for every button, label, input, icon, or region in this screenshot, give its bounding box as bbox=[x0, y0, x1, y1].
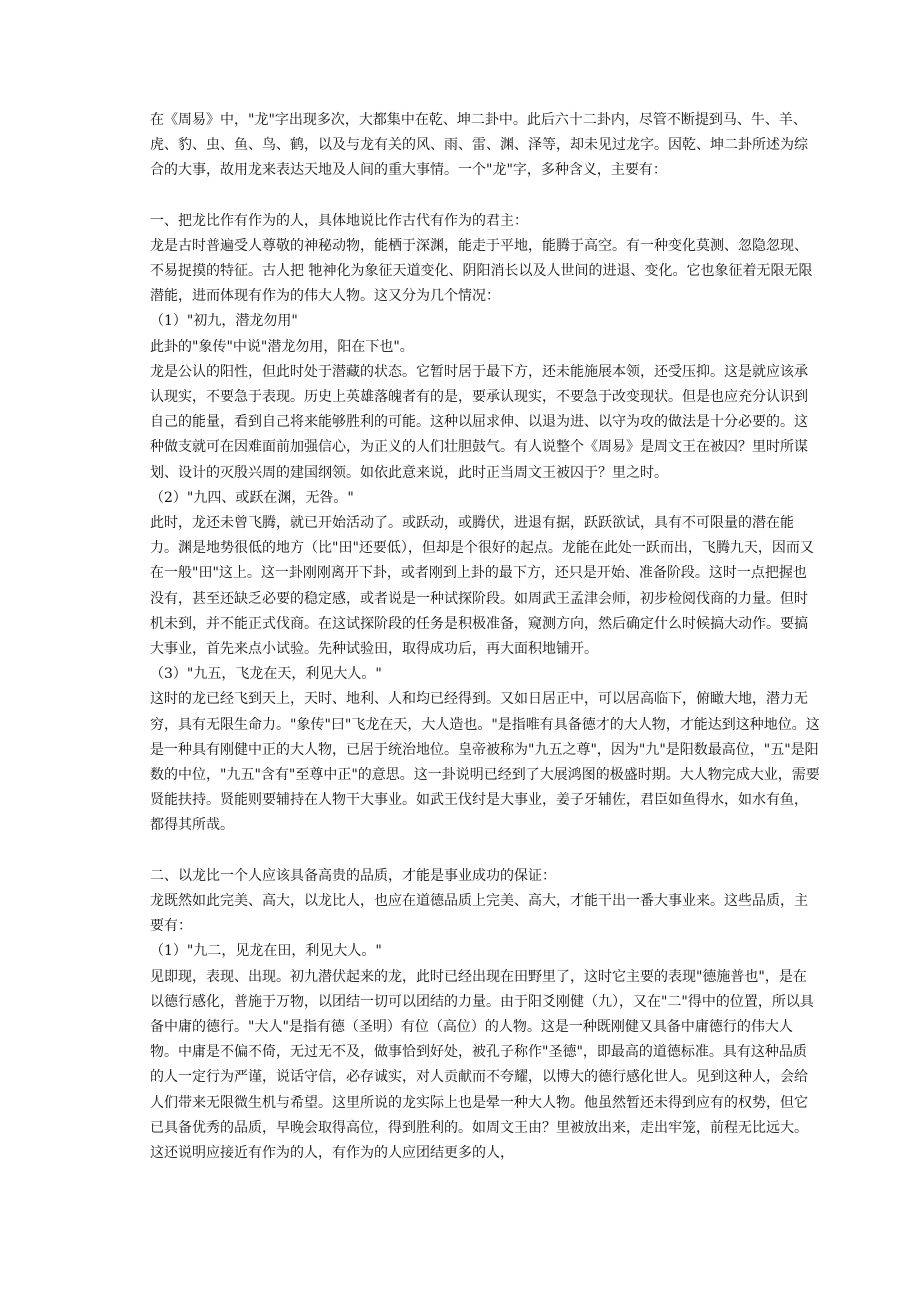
body-paragraph: 此卦的"象传"中说"潜龙勿用，阳在下也"。 bbox=[150, 338, 414, 355]
subheading-1-3: （3）"九五，飞龙在天，利见大人。" bbox=[150, 666, 382, 683]
paragraph-gap bbox=[150, 839, 820, 864]
subheading-1-1: （1）"初九，潜龙勿用" bbox=[150, 313, 298, 330]
body-paragraph: 见即现，表现、出现。初九潜伏起来的龙，此时已经出现在田野里了，这时它主要的表现"德施普也"，是在以德行感化，普施于万物，以团结一切可以团结的力量。由于阳爻刚健（九），又在"二"得中的位置，所以具备中庸的德行。"大人"是指有德（圣明）有位（高位）的人物。这是一种既刚健又具备中庸德行的伟大人物。中庸是不偏不倚，无过无不及，做事恰到好处，被孔子称作"圣德"，即最高的道德标准。具有这种品质的人一定行为严谨，说话守信，必存诚实，对人贡献而不夸耀，以博大的德行感化世人。见到这种人，会给人们带来无限微生机与希望。这里所说的龙实际上也是晕一种大人物。他虽然暂还未得到应有的权势，但它已具备优秀的品质，早晚会取得高位，得到胜利的。如周文王由？里被放出来，走出牢笼，前程无比远大。这还说明应接近有作为的人，有作为的人应团结更多的人， bbox=[150, 968, 814, 1161]
intro-paragraph: 在《周易》中，"龙"字出现多次，大都集中在乾、坤二卦中。此后六十二卦内，尽管不断提到马、牛、羊、虎、豹、虫、鱼、鸟、鹤，以及与龙有关的风、雨、雷、渊、泽等，却未见过龙字。因乾、坤二卦所述为综合的大事，故用龙来表达天地及人间的重大事情。一个"龙"字，多种含义，主要有： bbox=[150, 112, 808, 179]
subheading-2-1: （1）"九二，见龙在田，利见大人。" bbox=[150, 943, 382, 960]
body-paragraph: 此时，龙还未曾飞腾，就已开始活动了。或跃动，或腾伏，进退有据，跃跃欲试，具有不可限量的潜在能力。渊是地势很低的地方（比"田"还要低），但却是个很好的起点。龙能在此处一跃而出，飞腾九天，因而又在一般"田"这上。这一卦刚刚离开下卦，或者刚到上卦的最下方，还只是开始、准备阶段。这时一点把握也没有，甚至还缺乏必要的稳定感，或者说是一种试探阶段。如周武王孟津会师，初步检阅伐商的力量。但时机未到，并不能正式伐商。在这试探阶段的任务是积极准备，窥测方向，然后确定什么时候搞大动作。要搞大事业，首先来点小试验。先种试验田，取得成功后，再大面积地铺开。 bbox=[150, 515, 814, 658]
body-paragraph: 龙是古时普遍受人尊敬的神秘动物，能栖于深渊，能走于平地，能腾于高空。有一种变化莫测、忽隐忽现、不易捉摸的特征。古人把 牠神化为象征天道变化、阴阳消长以及人世间的进退、变化。它也象征着无限无限潜能，进而体现有作为的伟大人物。这又分为几个情况： bbox=[150, 237, 813, 305]
body-paragraph: 龙是公认的阳性，但此时处于潜藏的状态。它暂时居于最下方，还未能施展本领，还受压抑。这是就应该承认现实，不要急于表现。历史上英雄落魄者有的是，要承认现实，不要急于改变现状。但是也应充分认识到自己的能量，看到自己将来能够胜利的可能。这种以屈求伸、以退为进、以守为攻的做法是十分必要的。这种做支就可在因难面前加强信心，为正义的人们壮胆鼓气。有人说整个《周易》是周文王在被囚？里时所谋划、设计的灭殷兴周的建国纲领。如依此意来说，此时正当周文王被囚于？里之时。 bbox=[150, 363, 808, 481]
section-heading-2: 二、以龙比一个人应该具备高贵的品质，才能是事业成功的保证： bbox=[150, 867, 556, 884]
paragraph-gap bbox=[150, 184, 820, 209]
body-paragraph: 龙既然如此完美、高大，以龙比人，也应在道德品质上完美、高大，才能干出一番大事业来。这些品质，主要有： bbox=[150, 892, 808, 935]
section-heading-1: 一、把龙比作有作为的人，具体地说比作古代有作为的君主： bbox=[150, 212, 528, 229]
subheading-1-2: （2）"九四、或跃在渊，无咎。" bbox=[150, 489, 354, 506]
body-paragraph: 这时的龙已经飞到天上，天时、地利、人和均已经得到。又如日居正中，可以居高临下，俯瞰大地，潜力无穷，具有无限生命力。"象传"曰"飞龙在天，大人造也。"是指唯有具备德才的大人物，才能达到这种地位。这是一种具有刚健中正的大人物，已居于统治地位。皇帝被称为"九五之尊"，因为"九"是阳数最高位，"五"是阳数的中位，"九五"含有"至尊中正"的意思。这一卦说明已经到了大展鸿图的极盛时期。大人物完成大业，需要贤能扶持。贤能则要辅持在人物干大事业。如武王伐纣是大事业，姜子牙辅佐，君臣如鱼得水，如水有鱼，都得其所哉。 bbox=[150, 691, 820, 834]
